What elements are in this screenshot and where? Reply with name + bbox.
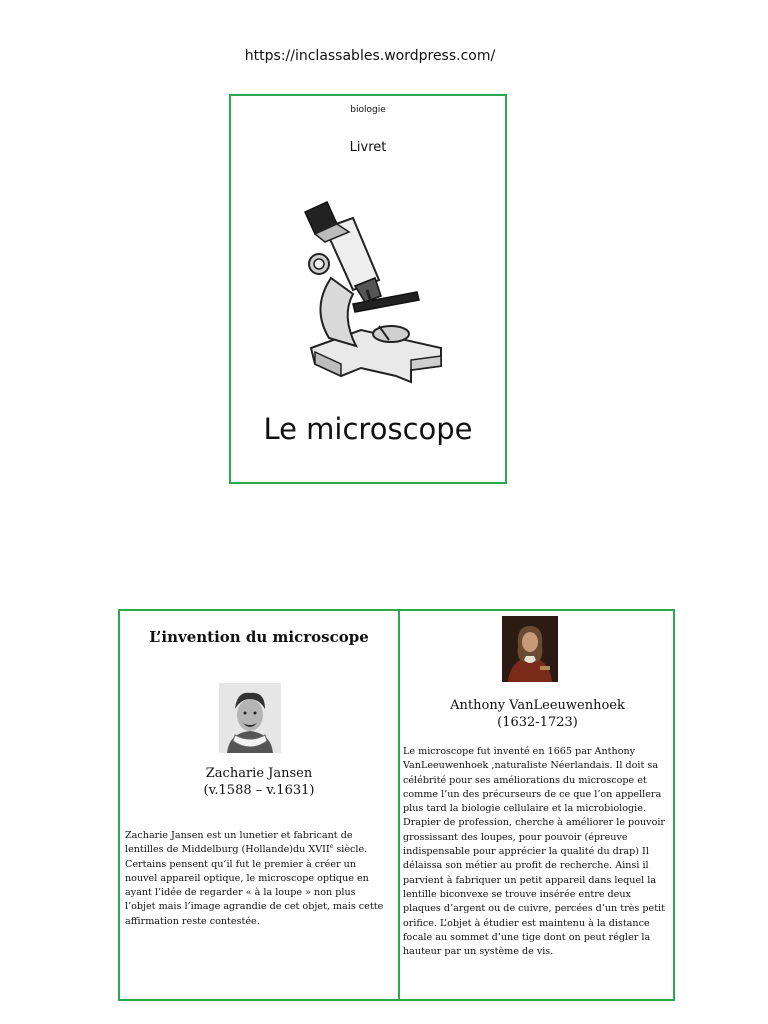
- inventor-name-vanleeuwenhoek: Anthony VanLeeuwenhoek (1632-1723): [450, 698, 625, 730]
- info-card: [118, 609, 675, 1001]
- booklet-cover: [229, 94, 507, 484]
- inventor-name-jansen: Zacharie Jansen (v.1588 – v.1631): [203, 766, 315, 798]
- source-url[interactable]: https://inclassables.wordpress.com/: [244, 48, 496, 64]
- cover-kind: Livret: [349, 140, 387, 155]
- card-heading: L’invention du microscope: [149, 628, 369, 646]
- right-column: [400, 611, 675, 999]
- vanleeuwenhoek-text: Le microscope fut inventé en 1665 par Anthony VanLeeuwenhoek ,naturaliste Néerlandais. Il doit sa célébrité pour ses améliorations du microscope et comme l’un des précurseurs de ce que l’on appellera plus tard la biologie cellulaire et la microbiologie. Drapier de profession, cherche à améliorer le pouvoir grossissant des loupes, pour pouvoir (épreuve indispensable pour apprécier la qualité du drap) Il délaissa son métier au profit de recherche. Ainsi il parvient à fabriquer un petit appareil dans lequel la lentille biconvexe se trouve insérée entre deux plaques d’argent ou de cuivre, percées d’un très petit orifice. L’objet à étudier est maintenu à la distance focale au sommet d’une tige dont on peut régler la hauteur par un système de vis.: [403, 746, 666, 958]
- cover-subject: biologie: [350, 105, 386, 115]
- jansen-text: Zacharie Jansen est un lunetier et fabricant de lentilles de Middelburg (Hollande)du XVIIe siècle. Certains pensent qu’il fut le premier à créer un nouvel appareil optique, le microscope optique en ayant l’idée de regarder « à la loupe » non plus l’objet mais l’image agrandie de cet objet, mais cette affirmation reste contestée.: [125, 830, 384, 927]
- cover-title: Le microscope: [263, 412, 473, 446]
- portrait-zacharie-jansen: [219, 683, 281, 753]
- microscope-illustration: [301, 198, 451, 388]
- left-column: [120, 611, 398, 999]
- portrait-anthony-vanleeuwenhoek: [502, 616, 558, 682]
